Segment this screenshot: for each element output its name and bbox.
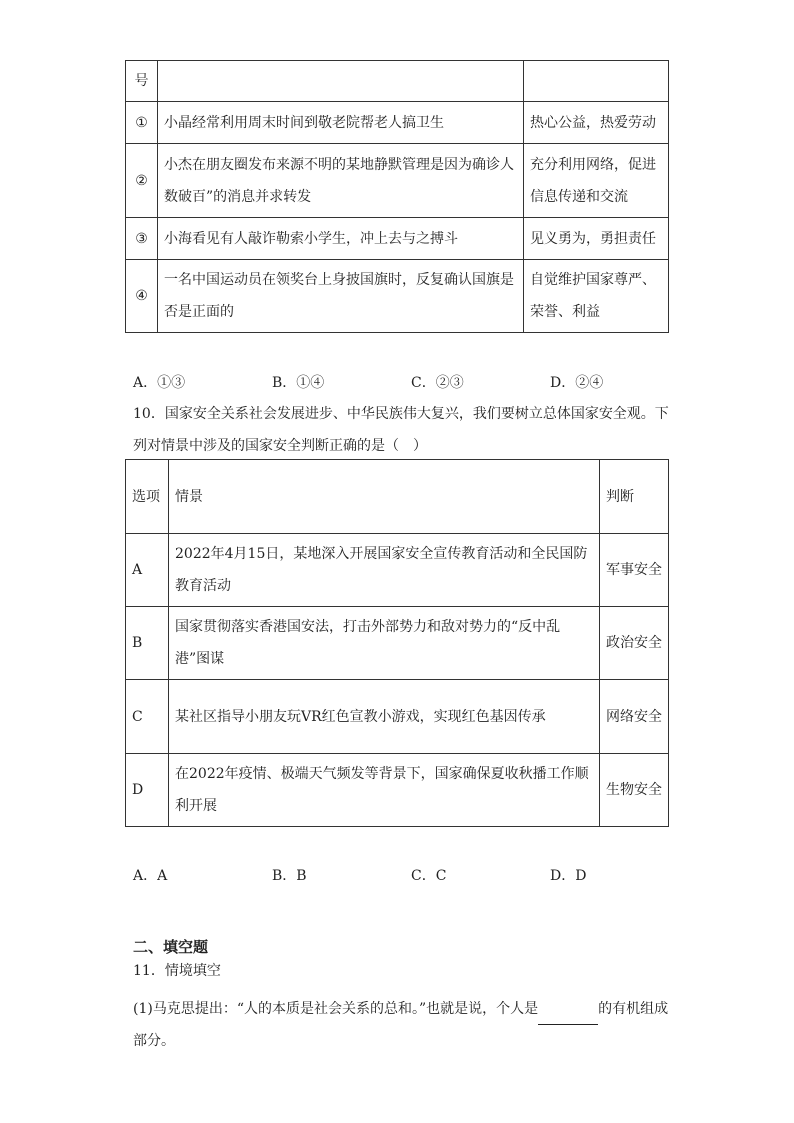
- section-title: 二、填空题: [133, 938, 209, 956]
- row-scene: 小杰在朋友圈发布来源不明的某地静默管理是因为确诊人数破百”的消息并求转发: [158, 144, 524, 218]
- option-c[interactable]: C．C: [411, 868, 447, 884]
- header-option: 选项: [126, 460, 169, 534]
- option-a[interactable]: A．①③: [133, 375, 186, 391]
- q9-options: [133, 372, 689, 392]
- answer-blank[interactable]: [538, 1006, 598, 1025]
- row-judgment: 自觉维护国家尊严、荣誉、利益: [524, 260, 669, 333]
- table-row: [126, 607, 669, 680]
- row-judgment: 见义勇为，勇担责任: [524, 218, 669, 260]
- option-a[interactable]: A．A: [133, 868, 168, 884]
- row-number: ①: [126, 102, 158, 144]
- row-scene: 2022年4月15日，某地深入开展国家安全宣传教育活动和全民国防教育活动: [169, 534, 600, 607]
- q11-item-1: [133, 993, 673, 1057]
- option-b[interactable]: B．①④: [272, 375, 325, 391]
- row-option: D: [126, 754, 169, 827]
- option-d[interactable]: D．D: [550, 868, 587, 884]
- row-option: A: [126, 534, 169, 607]
- row-judgment: 生物安全: [600, 754, 669, 827]
- row-scene: 国家贯彻落实香港国安法，打击外部势力和敌对势力的“反中乱港”图谋: [169, 607, 600, 680]
- row-judgment: 网络安全: [600, 680, 669, 754]
- option-c[interactable]: C．②③: [411, 375, 464, 391]
- row-scene: 在2022年疫情、极端天气频发等背景下，国家确保夏收秋播工作顺利开展: [169, 754, 600, 827]
- q10-stem: 10．国家安全关系社会发展进步、中华民族伟大复兴，我们要树立总体国家安全观。下列对情景中涉及的国家安全判断正确的是（ ）: [133, 406, 669, 454]
- table-q10: [125, 459, 669, 827]
- row-option: C: [126, 680, 169, 754]
- option-b[interactable]: B．B: [272, 868, 307, 884]
- q11-title: 11．情境填空: [133, 963, 221, 979]
- row-judgment: 军事安全: [600, 534, 669, 607]
- row-scene: 小海看见有人敲诈勒索小学生，冲上去与之搏斗: [158, 218, 524, 260]
- table-q9: [125, 60, 669, 333]
- table-row: [126, 144, 669, 218]
- q11-text-after: 的有机组成部分。: [133, 1001, 669, 1049]
- q11-text-before: (1)马克思提出：“人的本质是社会关系的总和。”也就是说，个人是: [133, 1001, 539, 1017]
- row-number: ④: [126, 260, 158, 333]
- row-judgment: 热心公益，热爱劳动: [524, 102, 669, 144]
- table-row: [126, 754, 669, 827]
- row-scene: 一名中国运动员在领奖台上身披国旗时，反复确认国旗是否是正面的: [158, 260, 524, 333]
- row-number: ②: [126, 144, 158, 218]
- table-row: [126, 102, 669, 144]
- table-row: [126, 260, 669, 333]
- header-scene: 情景: [169, 460, 600, 534]
- header-judgment: 判断: [600, 460, 669, 534]
- row-judgment: 政治安全: [600, 607, 669, 680]
- row-option: B: [126, 607, 169, 680]
- row-scene: 小晶经常利用周末时间到敬老院帮老人搞卫生: [158, 102, 524, 144]
- table-header-number: 号: [126, 61, 158, 102]
- table-row: [126, 680, 669, 754]
- row-scene: 某社区指导小朋友玩VR红色宣教小游戏，实现红色基因传承: [169, 680, 600, 754]
- row-number: ③: [126, 218, 158, 260]
- table-row: [126, 218, 669, 260]
- table-row: [126, 534, 669, 607]
- q10-options: [133, 865, 689, 885]
- option-d[interactable]: D．②④: [550, 375, 604, 391]
- row-judgment: 充分利用网络，促进信息传递和交流: [524, 144, 669, 218]
